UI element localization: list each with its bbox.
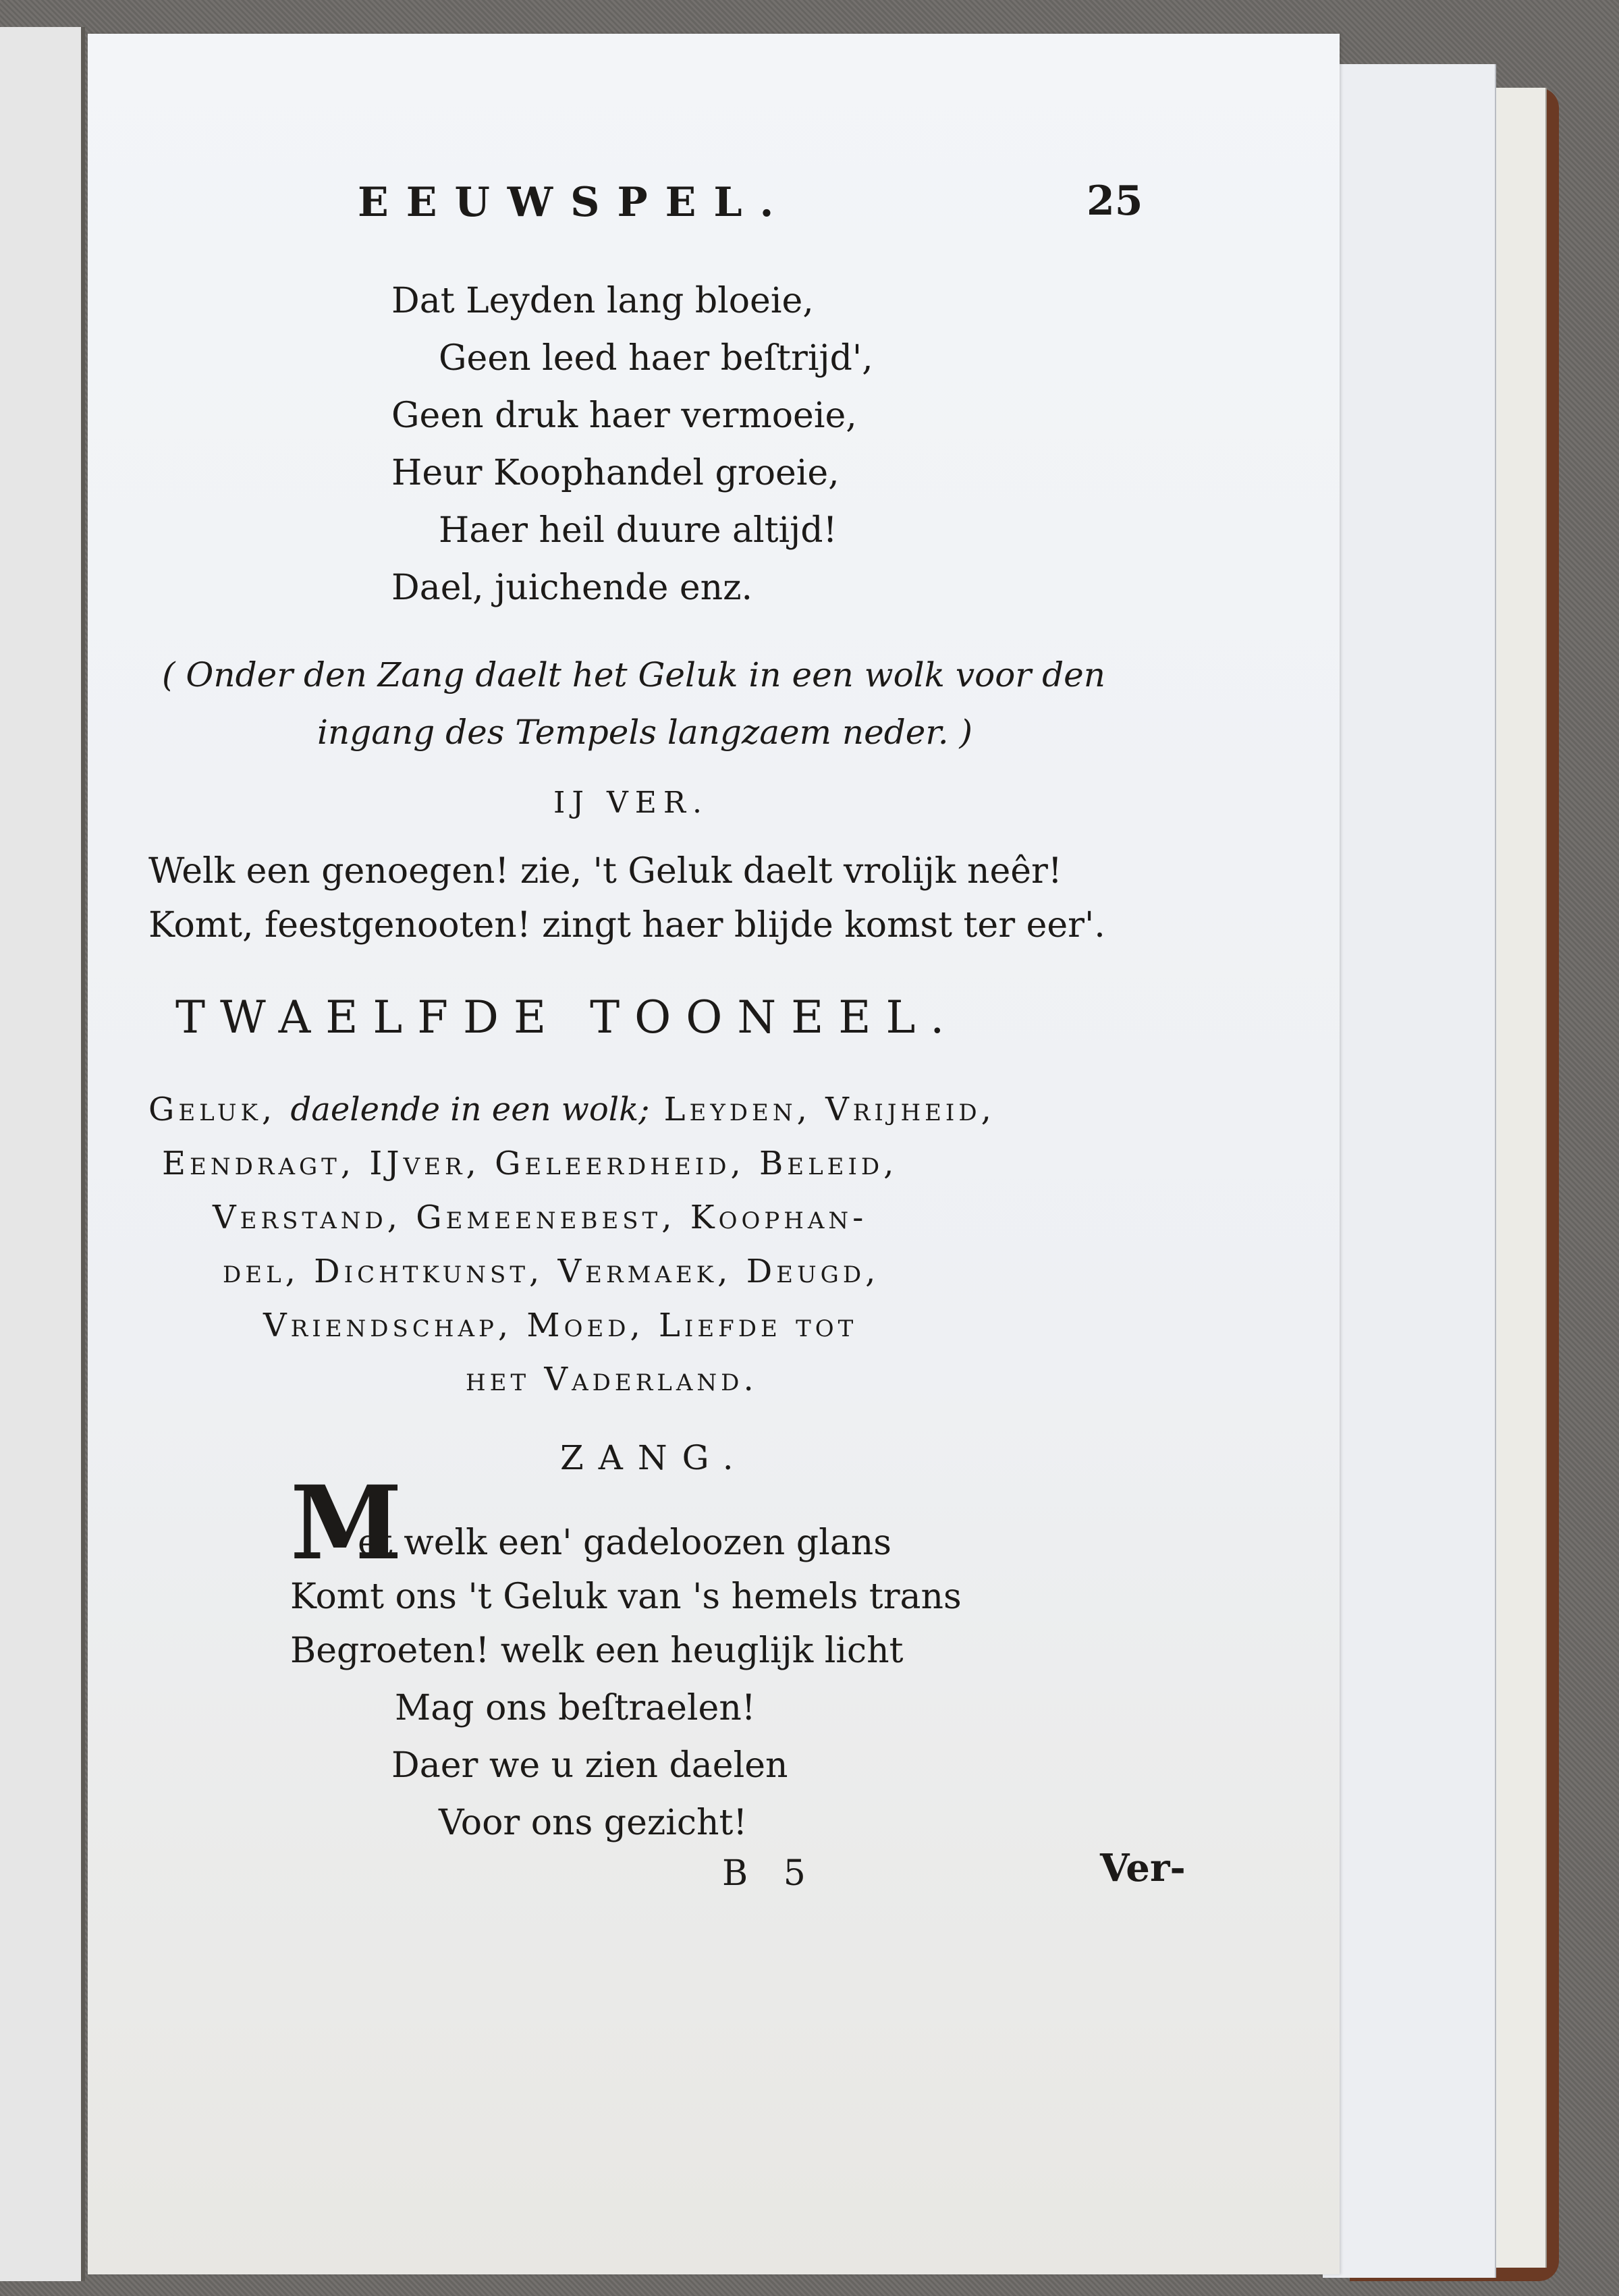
cast-line: del, Dichtkunst, Vermaek, Deugd, — [223, 1253, 880, 1290]
verse-line: Geen leed haer beſtrijd', — [439, 338, 873, 379]
song-line: Komt ons 't Geluk van 's hemels trans — [290, 1577, 962, 1617]
verse-line: Heur Koophandel groeie, — [391, 453, 840, 493]
cast-line-rest: Leyden, Vrijheid, — [663, 1091, 995, 1128]
book-page — [88, 34, 1340, 2274]
speech-line: Komt, feestgenooten! zingt haer blijde komst ter eer'. — [148, 905, 1105, 946]
song-line: Daer we u zien daelen — [391, 1745, 788, 1786]
stage-direction-line: ingang des Tempels langzaem neder. ) — [317, 713, 973, 752]
song-first-line — [290, 1464, 891, 1583]
back-leaf — [1491, 88, 1547, 2268]
verse-line: Dael, juichende enz. — [391, 568, 753, 608]
cast-first-name: Geluk, — [148, 1091, 277, 1128]
song-heading: ZANG. — [560, 1438, 748, 1477]
stage-direction-line: ( Onder den Zang daelt het Geluk in een wolk voor den — [162, 655, 1105, 694]
verse-line: Dat Leyden lang bloeie, — [391, 281, 814, 321]
cast-line: Eendragt, IJver, Geleerdheid, Beleid, — [162, 1145, 898, 1182]
speech-line: Welk een genoegen! zie, 't Geluk daelt vrolijk neêr! — [148, 851, 1062, 892]
verse-line: Haer heil duure altijd! — [439, 510, 838, 551]
cast-line: Verstand, Gemeenebest, Koophan- — [213, 1199, 868, 1236]
song-first-line-text: et welk een' gadeloozen glans — [358, 1523, 891, 1563]
page-number: 25 — [1087, 177, 1143, 225]
cast-line — [148, 1093, 995, 1126]
running-head-title: EEUWSPEL. — [358, 179, 792, 226]
speaker-name: IJ VER. — [553, 786, 709, 820]
cast-first-note: daelende in een wolk; — [290, 1091, 650, 1128]
song-line: Voor ons gezicht! — [439, 1803, 748, 1843]
cast-line: Vriendschap, Moed, Liefde tot — [263, 1307, 858, 1344]
verse-line: Geen druk haer vermoeie, — [391, 395, 857, 436]
underlying-leaf — [1323, 64, 1496, 2278]
song-line: Mag ons beſtraelen! — [395, 1688, 756, 1728]
catchword: Ver- — [1100, 1846, 1186, 1890]
song-line: Begroeten! welk een heuglijk licht — [290, 1631, 904, 1671]
facing-page-edge — [0, 27, 85, 2281]
drop-cap: M — [290, 1464, 403, 1583]
signature-mark: B 5 — [722, 1853, 818, 1894]
cast-line: het Vaderland. — [466, 1361, 758, 1398]
scene-heading: TWAELFDE TOONEEL. — [175, 991, 960, 1043]
